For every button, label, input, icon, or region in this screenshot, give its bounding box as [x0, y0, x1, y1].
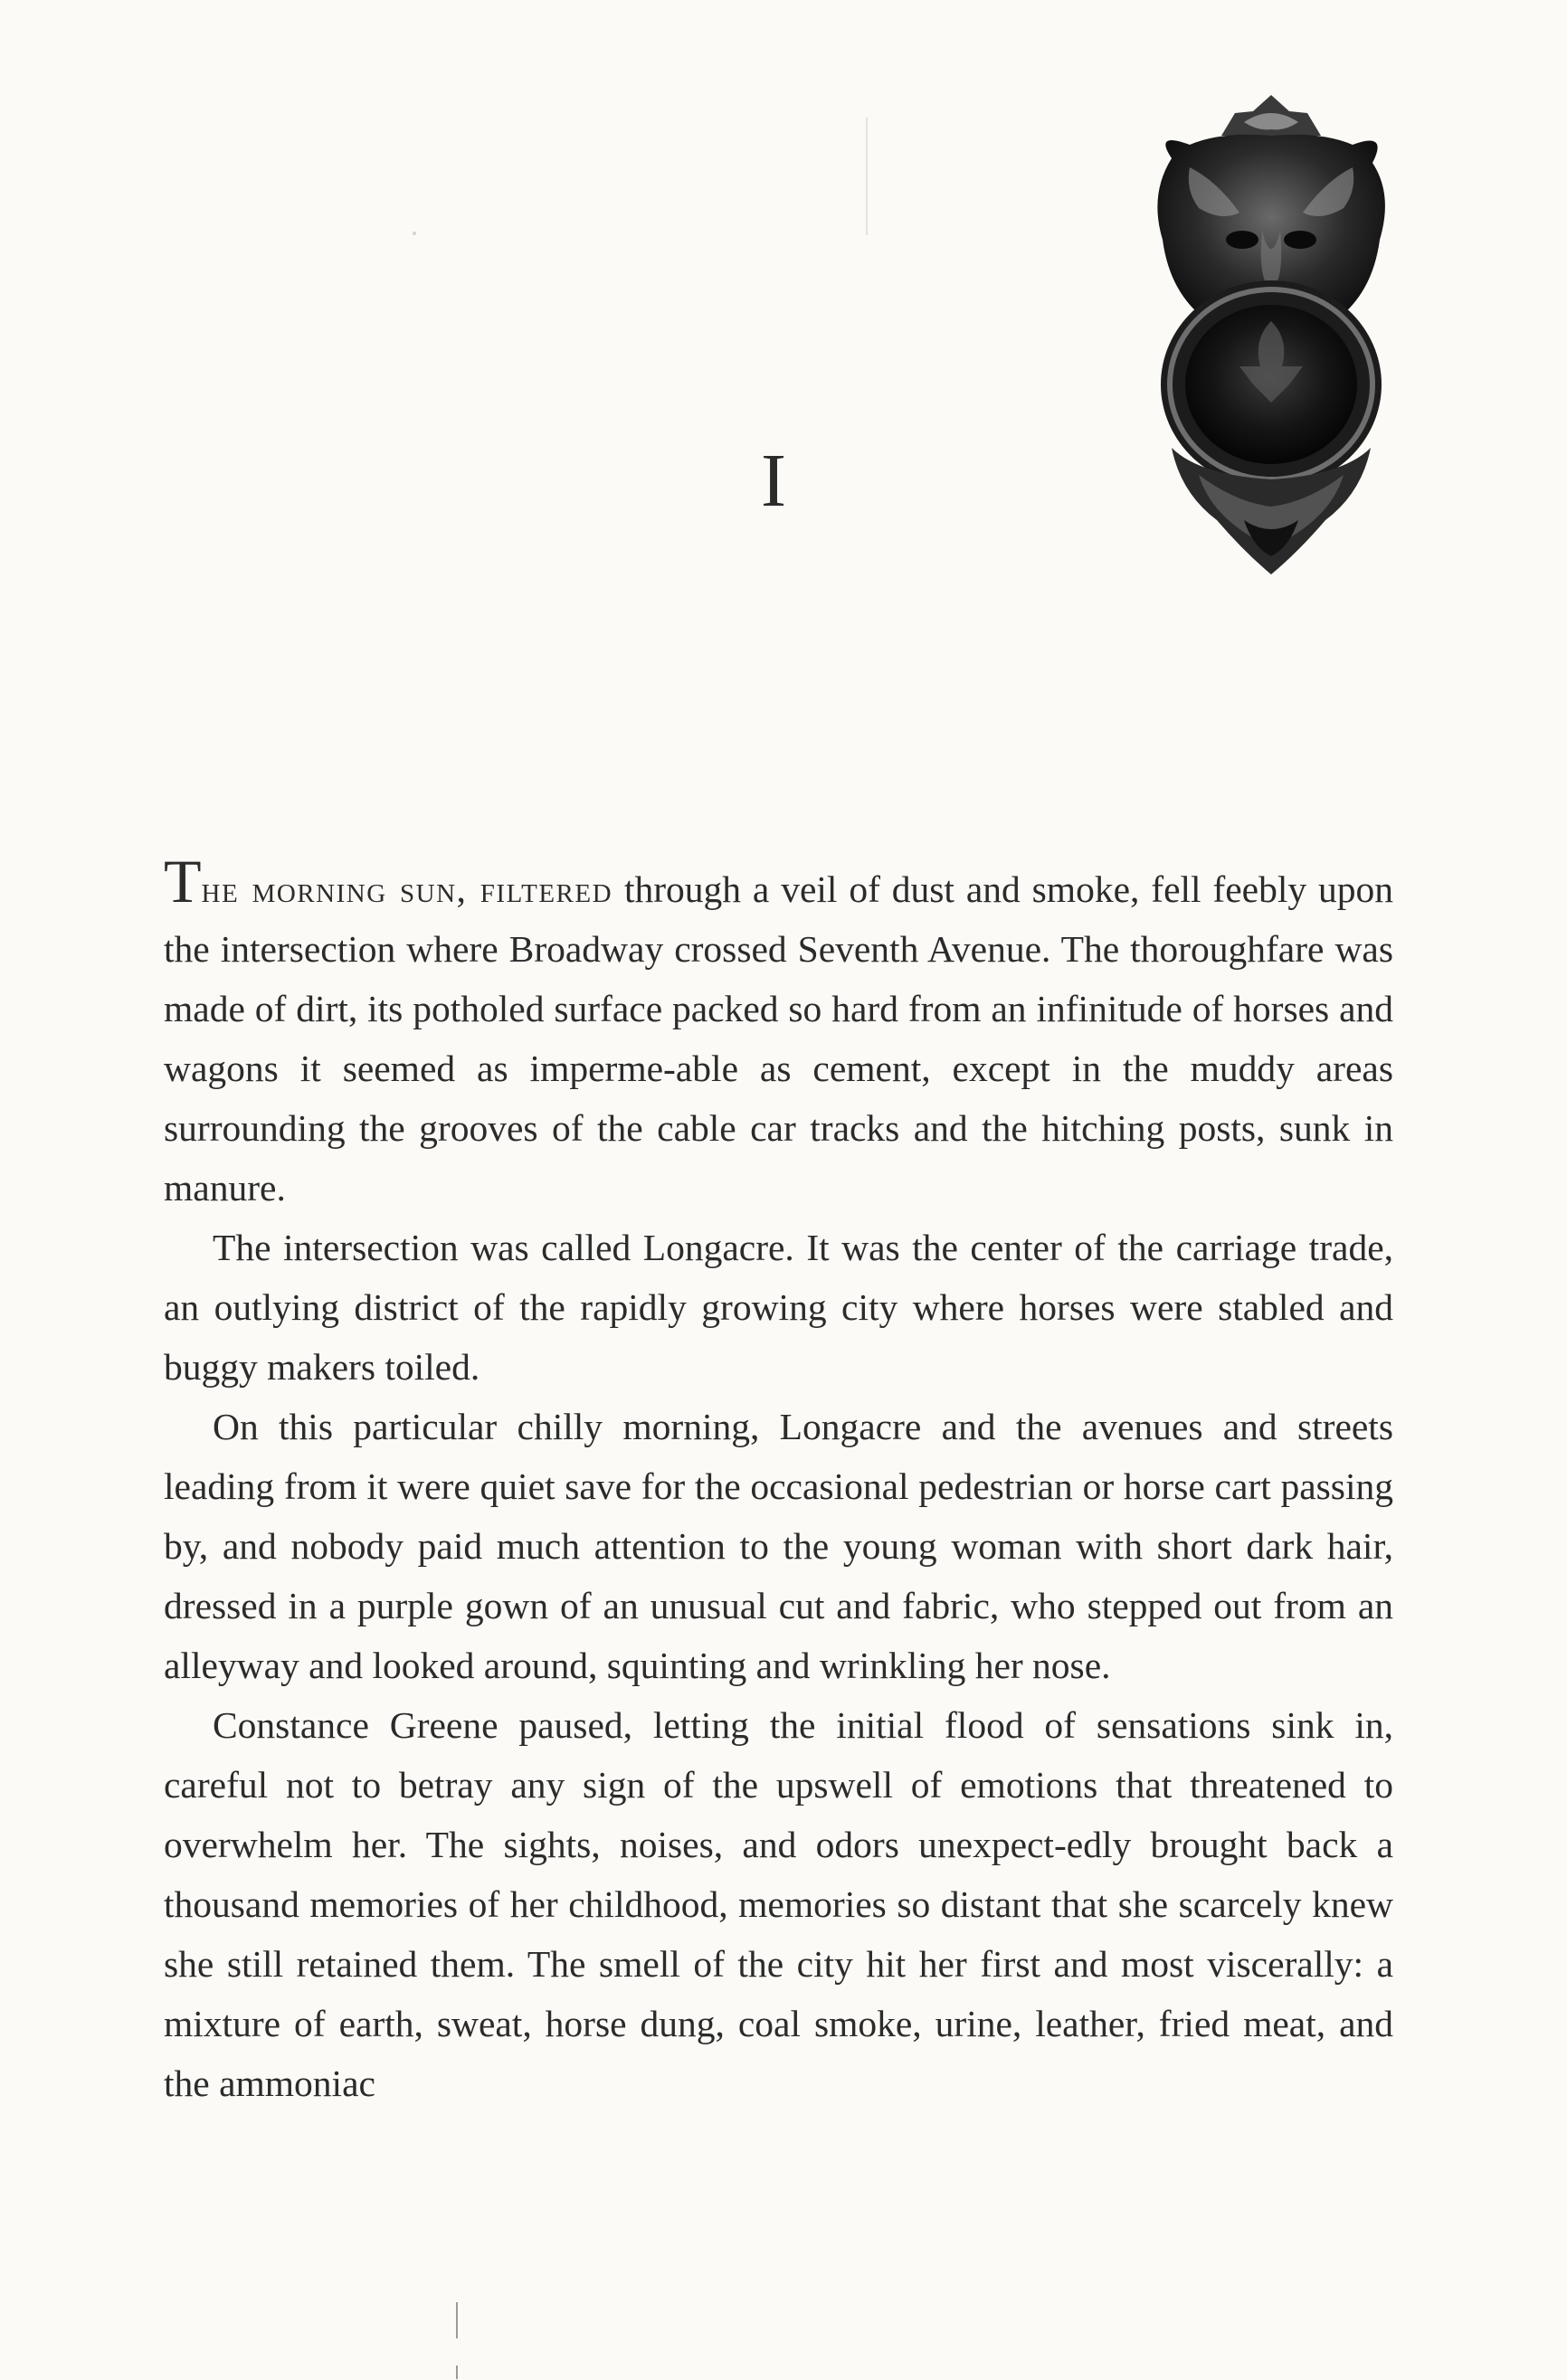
paragraph-4: Constance Greene paused, letting the initial flood of sensations sink in, careful not to betray any sign of the upswell of emotions that threatened to overwhelm her. The sights, noises, and odors unexpect-edly brought back a thousand memories of her childhood, memories so distant that she scarcely knew she still retained them. The smell of the city hit her first and most viscerally: a mixture of earth, sweat, horse dung, coal smoke, urine, leather, fried meat, and the ammoniac [164, 1704, 1393, 2104]
chapter-text [164, 847, 1393, 2113]
paragraph-2: The intersection was called Longacre. It was the center of the carriage trade, an outlying district of the rapidly growing city where horses were stabled and buggy makers toiled. [164, 1227, 1393, 1388]
paragraph-3: On this particular chilly morning, Longacre and the avenues and streets leading from it were quiet save for the occasional pedestrian or horse cart passing by, and nobody paid much attention to the young woman with short dark hair, dressed in a purple gown of an unusual cut and fabric, who stepped out from an alleyway and looked around, squinting and wrinkling her nose. [164, 1406, 1393, 1686]
door-knocker-icon [1135, 95, 1407, 574]
chapter-number: I [761, 439, 786, 523]
paragraph-1 [164, 847, 1393, 1218]
paragraph-1-text: through a veil of dust and smoke, fell feebly upon the intersection where Broadway crossed Seventh Avenue. The thoroughfare was made of dirt, its potholed surface packed so hard from an infinitude of horses and wagons it seemed as imperme-able as cement, except in the muddy areas surrounding the grooves of the cable car tracks and the hitching posts, sunk in manure. [164, 868, 1393, 1209]
drop-cap: T [164, 847, 202, 915]
opening-small-caps: he morning sun, filtered [201, 868, 613, 910]
